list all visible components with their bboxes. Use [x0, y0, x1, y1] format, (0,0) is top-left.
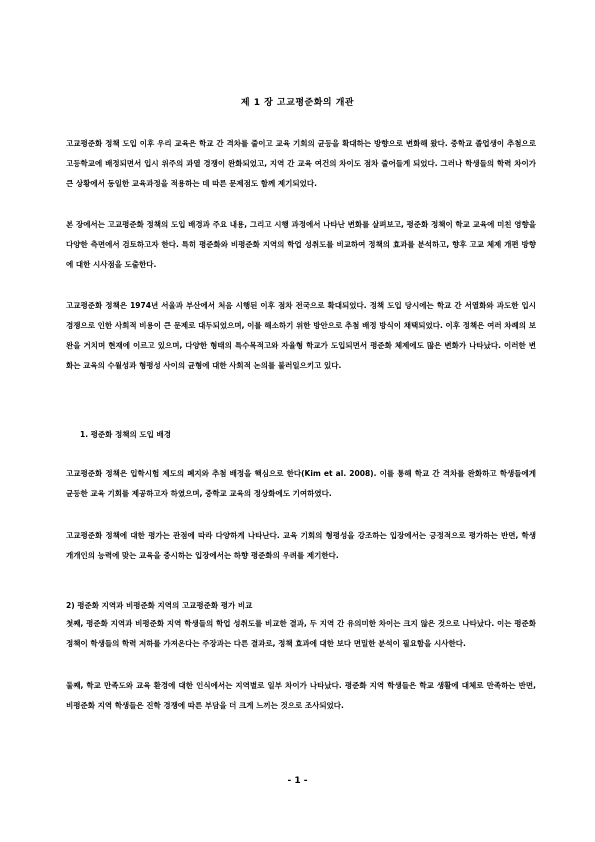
- intro-paragraph-1: 고교평준화 정책 도입 이후 우리 교육은 학교 간 격차를 줄이고 교육 기회의 균등을 확대하는 방향으로 변화해 왔다. 중학교 졸업생이 추첨으로 고등학교에 배정되면서 입시 위주의 과열 경쟁이 완화되었고, 지역 간 교육 여건의 차이도 점차 줄어들게 되었다. 그러나 학생들의 학력 차이가 큰 상황에서 동일한 교육과정을 적용하는 데 따른 문제점도 함께 제기되었다.: [66, 139, 536, 188]
- section-1-paragraph-1: 고교평준화 정책은 입학시험 제도의 폐지와 추첨 배정을 핵심으로 한다(Kim et al. 2008). 이를 통해 학교 간 격차를 완화하고 학생들에게 균등한 교육 기회를 제공하고자 하였으며, 중학교 교육의 정상화에도 기여하였다.: [66, 469, 536, 498]
- page-number: - 1 -: [287, 776, 308, 786]
- section-2-heading: 2) 평준화 지역과 비평준화 지역의 고교평준화 평가 비교: [66, 601, 253, 610]
- intro-paragraph-3: 고교평준화 정책은 1974년 서울과 부산에서 처음 시행된 이후 점차 전국으로 확대되었다. 정책 도입 당시에는 학교 간 서열화와 과도한 입시 경쟁으로 인한 사회적 비용이 큰 문제로 대두되었으며, 이를 해소하기 위한 방안으로 추첨 배정 방식이 채택되었다. 이후 정책은 여러 차례의 보완을 거치며 현재에 이르고 있으며, 다양한 형태의 특수목적고와 자율형 학교가 도입되면서 평준화 체제에도 많은 변화가 나타났다. 이러한 변화는 교육의 수월성과 형평성 사이의 균형에 대한 사회적 논의를 불러일으키고 있다.: [66, 301, 536, 370]
- section-2-paragraph-2: 둘째, 학교 만족도와 교육 환경에 대한 인식에서는 지역별로 일부 차이가 나타났다. 평준화 지역 학생들은 학교 생활에 대체로 만족하는 반면, 비평준화 지역 학생들은 진학 경쟁에 따른 부담을 더 크게 느끼는 것으로 조사되었다.: [66, 681, 536, 710]
- chapter-title: 제 1 장 고교평준화의 개관: [240, 98, 355, 108]
- section-1-paragraph-2: 고교평준화 정책에 대한 평가는 관점에 따라 다양하게 나타난다. 교육 기회의 형평성을 강조하는 입장에서는 긍정적으로 평가하는 반면, 학생 개개인의 능력에 맞는 교육을 중시하는 입장에서는 하향 평준화의 우려를 제기한다.: [66, 531, 536, 560]
- intro-paragraph-2: 본 장에서는 고교평준화 정책의 도입 배경과 주요 내용, 그리고 시행 과정에서 나타난 변화를 살펴보고, 평준화 정책이 학교 교육에 미친 영향을 다양한 측면에서 검토하고자 한다. 특히 평준화와 비평준화 지역의 학업 성취도를 비교하여 정책의 효과를 분석하고, 향후 고교 체제 개편 방향에 대한 시사점을 도출한다.: [66, 220, 536, 269]
- section-1-heading: 1. 평준화 정책의 도입 배경: [80, 430, 171, 439]
- section-2-paragraph-1: 첫째, 평준화 지역과 비평준화 지역 학생들의 학업 성취도를 비교한 결과, 두 지역 간 유의미한 차이는 크지 않은 것으로 나타났다. 이는 평준화 정책이 학생들의 학력 저하를 가져온다는 주장과는 다른 결과로, 정책 효과에 대한 보다 면밀한 분석이 필요함을 시사한다.: [66, 619, 536, 648]
